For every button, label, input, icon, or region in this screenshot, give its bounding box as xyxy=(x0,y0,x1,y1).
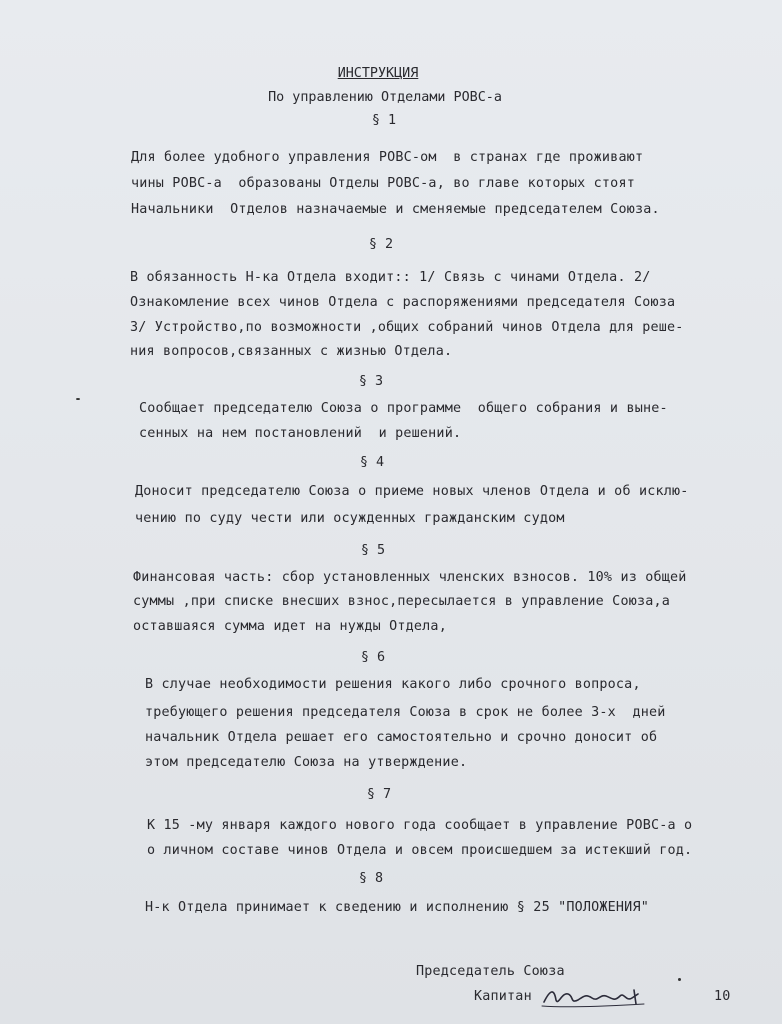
section-5-line-2: суммы ,при списке внесших взнос,пересылается в управление Союза,а xyxy=(133,594,671,609)
signature-title: Председатель Союза xyxy=(416,964,565,979)
handwritten-signature xyxy=(540,984,650,1010)
ink-dot xyxy=(678,978,681,981)
section-2-line-4: ния вопросов,связанных с жизнью Отдела. xyxy=(130,344,453,359)
section-1-line-3: Начальники Отделов назначаемые и сменяемые председателем Союза. xyxy=(131,202,660,217)
section-6-line-3: начальник Отдела решает его самостоятельно и срочно доносит об xyxy=(145,730,658,745)
document-title: ИНСТРУКЦИЯ xyxy=(337,66,419,81)
section-7-mark: § 7 xyxy=(366,787,392,802)
section-2-line-2: Ознакомление всех чинов Отдела с распоряжениями председателя Союза xyxy=(130,295,676,310)
section-6-mark: § 6 xyxy=(360,650,386,665)
page-number: 10 xyxy=(714,989,731,1004)
section-3-line-2: сенных на нем постановлений и решений. xyxy=(139,426,462,441)
section-7-line-1: К 15 -му января каждого нового года сообщает в управление РОВС-а о xyxy=(147,818,693,833)
section-6-line-2: требующего решения председателя Союза в срок не более 3-х дней xyxy=(145,705,666,720)
section-1-line-2: чины РОВС-а образованы Отделы РОВС-а, во главе которых стоят xyxy=(131,176,635,191)
section-5-line-3: оставшаяся сумма идет на нужды Отдела, xyxy=(133,619,447,634)
section-3-line-1: Сообщает председателю Союза о программе общего собрания и выне- xyxy=(139,401,668,416)
section-4-line-2: чению по суду чести или осужденных гражданским судом xyxy=(135,511,565,526)
section-2-line-1: В обязанность Н-ка Отдела входит:: 1/ Связь с чинами Отдела. 2/ xyxy=(130,270,651,285)
section-4-mark: § 4 xyxy=(359,455,385,470)
section-5-mark: § 5 xyxy=(360,543,386,558)
section-6-line-4: этом председателю Союза на утверждение. xyxy=(145,755,468,770)
paper-speck xyxy=(76,398,80,400)
section-2-mark: § 2 xyxy=(368,237,394,252)
section-4-line-1: Доносит председателю Союза о приеме новых членов Отдела и об исклю- xyxy=(135,484,689,499)
section-3-mark: § 3 xyxy=(358,374,384,389)
signature-rank: Капитан xyxy=(474,989,532,1004)
document-subtitle: По управлению Отделами РОВС-а xyxy=(268,90,502,105)
section-6-line-1: В случае необходимости решения какого либо срочного вопроса, xyxy=(145,677,641,692)
section-2-line-3: 3/ Устройство,по возможности ,общих собраний чинов Отдела для реше- xyxy=(130,320,684,335)
section-1-mark: § 1 xyxy=(371,113,397,128)
section-7-line-2: о личном составе чинов Отдела и овсем происшедшем за истекший год. xyxy=(147,843,693,858)
section-1-line-1: Для более удобного управления РОВС-ом в странах где проживают xyxy=(131,150,644,165)
section-8-line-1: Н-к Отдела принимает к сведению и исполнению § 25 "ПОЛОЖЕНИЯ" xyxy=(145,900,649,915)
section-5-line-1: Финансовая часть: сбор установленных членских взносов. 10% из общей xyxy=(133,570,687,585)
section-8-mark: § 8 xyxy=(358,871,384,886)
